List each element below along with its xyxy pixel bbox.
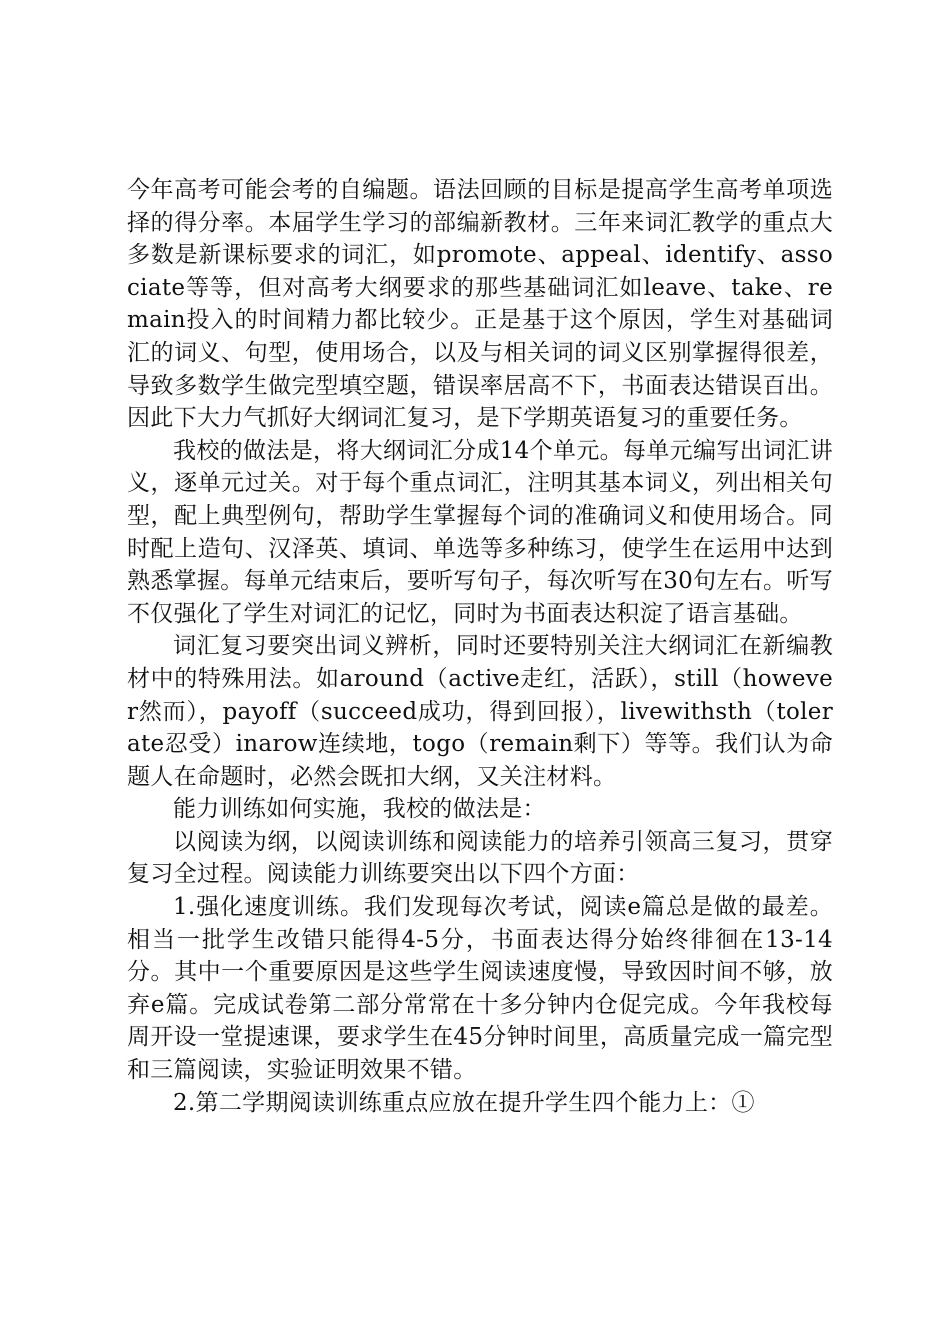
paragraph-vocabulary-method: 我校的做法是，将大纲词汇分成14个单元。每单元编写出词汇讲义，逐单元过关。对于每个重点词汇，注明其基本词义，列出相关句型，配上典型例句，帮助学生掌握每个词的准确词义和使用场合。同时配上造句、汉泽英、填词、单选等多种练习，使学生在运用中达到熟悉掌握。每单元结束后，要听写句子，每次听写在30句左右。听写不仅强化了学生对词汇的记忆，同时为书面表达积淀了语言基础。 [127,437,833,627]
paragraph-continued: 今年高考可能会考的自编题。语法回顾的目标是提高学生高考单项选择的得分率。本届学生学习的部编新教材。三年来词汇教学的重点大多数是新课标要求的词汇，如promote、appeal、identify、associate等等，但对高考大纲要求的那些基础词汇如leave、take、remain投入的时间精力都比较少。正是基于这个原因，学生对基础词汇的词义、句型，使用场合，以及与相关词的词义区别掌握得很差，导致多数学生做完型填空题，错误率居高不下，书面表达错误百出。因此下大力气抓好大纲词汇复习，是下学期英语复习的重要任务。 [127,177,833,432]
paragraph-second-term: 2.第二学期阅读训练重点应放在提升学生四个能力上：① [173,1089,755,1116]
paragraph-ability-training: 能力训练如何实施，我校的做法是： [173,796,546,823]
document-body [127,174,833,1119]
paragraph-reading-core: 以阅读为纲，以阅读训练和阅读能力的培养引领高三复习，贯穿复习全过程。阅读能力训练要突出以下四个方面： [127,828,833,888]
paragraph-word-meaning: 词汇复习要突出词义辨析，同时还要特别关注大纲词汇在新编教材中的特殊用法。如around（active走红，活跃），still（however然而），payoff（succeed成功，得到回报），livewithsth（tolerate忍受）inarow连续地，togo（remain剩下）等等。我们认为命题人在命题时，必然会既扣大纲，又关注材料。 [127,633,833,790]
paragraph-speed-training: 1.强化速度训练。我们发现每次考试，阅读e篇总是做的最差。相当一批学生改错只能得4-5分，书面表达得分始终徘徊在13-14分。其中一个重要原因是这些学生阅读速度慢，导致因时间不够，放弃e篇。完成试卷第二部分常常在十多分钟内仓促完成。今年我校每周开设一堂提速课，要求学生在45分钟时间里，高质量完成一篇完型和三篇阅读，实验证明效果不错。 [127,894,833,1084]
